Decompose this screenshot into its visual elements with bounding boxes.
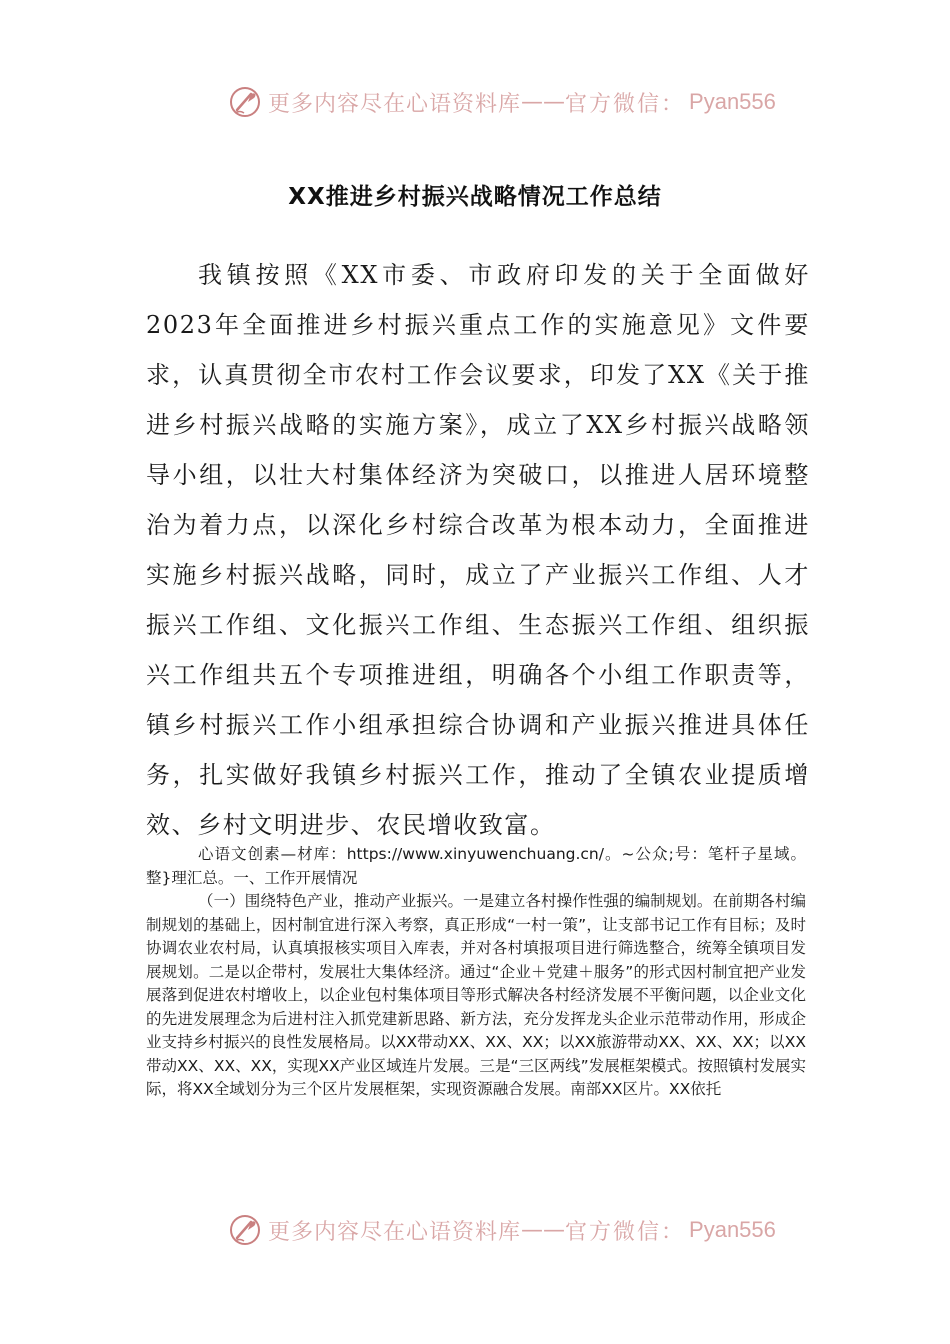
watermark-text: 更多内容尽在心语资料库 <box>268 91 522 117</box>
watermark-banner-top <box>228 82 776 122</box>
watermark-label: 官方微信： <box>565 1219 686 1245</box>
section-1-paragraph: （一）围绕特色产业，推动产业振兴。一是建立各村操作性强的编制规划。在前期各村编制规划的基础上，因村制宜进行深入考察，真正形成“一村一策”，让支部书记工作有目标；及时协调农业农村局，认真填报核实项目入库表，并对各村填报项目进行筛选整合，统筹全镇项目发展规划。二是以企带村，发展壮大集体经济。通过“企业＋党建＋服务”的形式因村制宜把产业发展落到促进农村增收上，以企业包村集体项目等形式解决各村经济发展不平衡问题，以企业文化的先进发展理念为后进村注入抓党建新思路、新方法，充分发挥龙头企业示范带动作用，形成企业支持乡村振兴的良性发展格局。以XX带动XX、XX、XX；以XX旅游带动XX、XX、XX；以XX带动XX、XX、XX，实现XX产业区域连片发展。三是“三区两线”发展框架模式。按照镇村发展实际，将XX全域划分为三个区片发展框架，实现资源融合发展。南部XX区片。XX依托 <box>146 892 806 1098</box>
watermark-separator: —— <box>521 1217 566 1243</box>
source-line-paragraph: 心语文创素—材库：https://www.xinyuwenchuang.cn/。~公众;号：笔杆子星域。整}理汇总。一、工作开展情况 <box>146 845 806 887</box>
watermark-separator: —— <box>521 89 566 115</box>
watermark-banner-bottom <box>228 1210 776 1250</box>
watermark-text: 更多内容尽在心语资料库 <box>268 1219 522 1245</box>
quill-pen-logo-icon <box>228 85 262 119</box>
watermark-id: Pyan556 <box>689 1217 776 1242</box>
intro-paragraph: 我镇按照《XX市委、市政府印发的关于全面做好2023年全面推进乡村振兴重点工作的实施意见》文件要求，认真贯彻全市农村工作会议要求，印发了XX《关于推进乡村振兴战略的实施方案》，成立了XX乡村振兴战略领导小组，以壮大村集体经济为突破口，以推进人居环境整治为着力点，以深化乡村综合改革为根本动力，全面推进实施乡村振兴战略，同时，成立了产业振兴工作组、人才振兴工作组、文化振兴工作组、生态振兴工作组、组织振兴工作组共五个专项推进组，明确各个小组工作职责等，镇乡村振兴工作小组承担综合协调和产业振兴推进具体任务，扎实做好我镇乡村振兴工作，推动了全镇农业提质增效、乡村文明进步、农民增收致富。 <box>146 261 810 839</box>
watermark-id: Pyan556 <box>689 89 776 114</box>
quill-pen-logo-icon <box>228 1213 262 1247</box>
watermark-label: 官方微信： <box>565 91 686 117</box>
document-title: XX推进乡村振兴战略情况工作总结 <box>288 184 662 210</box>
